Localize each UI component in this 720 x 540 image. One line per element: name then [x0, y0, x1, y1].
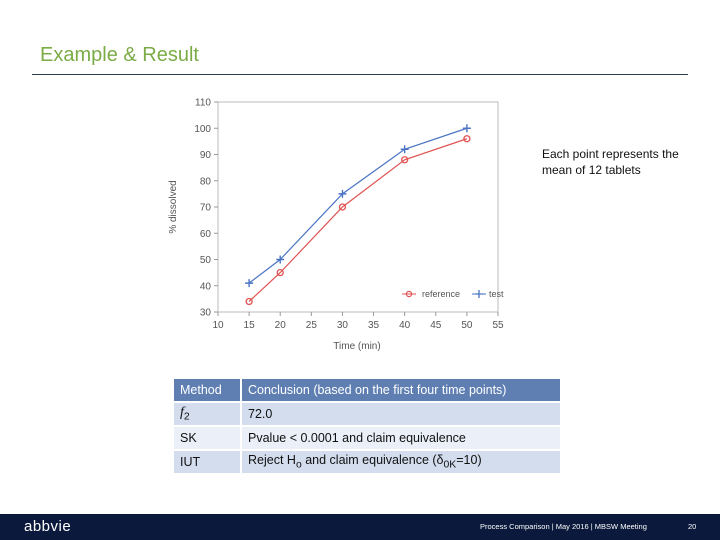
method-cell: IUT	[174, 451, 242, 475]
delta-subscript: 0K	[443, 459, 457, 471]
plot-frame	[218, 102, 498, 312]
conclusion-text-c: =10)	[456, 453, 482, 468]
chart-note: Each point represents the mean of 12 tablets	[542, 147, 679, 177]
y-tick-label: 40	[199, 281, 211, 293]
header-conclusion: Conclusion (based on the first four time points)	[242, 379, 560, 403]
legend-reference-label: reference	[422, 289, 461, 299]
x-tick-label: 55	[492, 320, 504, 331]
y-tick-label: 30	[199, 307, 211, 319]
conclusion-text-b: and claim equivalence (	[301, 453, 437, 468]
conclusion-cell	[242, 451, 560, 475]
table-header-row	[174, 379, 560, 403]
y-tick-label: 50	[199, 255, 211, 266]
abbvie-logo: abbvie	[24, 518, 72, 535]
y-tick-label: 110	[195, 97, 211, 109]
legend-test-marker	[475, 290, 483, 298]
x-axis-label: Time (min)	[333, 341, 381, 352]
y-tick-label: 70	[199, 202, 211, 214]
table-row	[174, 403, 560, 427]
table-row	[174, 427, 560, 451]
method-cell	[174, 403, 242, 427]
conclusion-cell: Pvalue < 0.0001 and claim equivalence	[242, 427, 560, 451]
x-tick-label: 45	[430, 320, 442, 331]
x-tick-label: 20	[274, 320, 286, 331]
conclusion-cell: 72.0	[242, 403, 560, 427]
x-tick-label: 10	[212, 320, 224, 331]
footer-text: Process Comparison | May 2016 | MBSW Meeting	[480, 522, 647, 531]
x-tick-label: 35	[367, 320, 380, 331]
y-tick-label: 60	[199, 228, 211, 240]
series-line-reference	[249, 139, 467, 302]
method-subscript: 2	[183, 411, 190, 423]
y-tick-label: 90	[199, 150, 211, 161]
data-point-test	[401, 145, 409, 153]
table-row	[174, 451, 560, 475]
x-tick-label: 25	[305, 320, 317, 331]
delta-symbol: δ	[436, 453, 444, 468]
x-tick-label: 30	[336, 320, 349, 331]
legend-test-label: test	[489, 289, 504, 299]
dissolution-chart	[160, 90, 510, 360]
y-axis-label: % dissolved	[168, 180, 179, 234]
page-number: 20	[688, 522, 697, 531]
method-cell: SK	[174, 427, 242, 451]
results-table	[174, 379, 560, 475]
x-tick-label: 15	[243, 320, 255, 331]
header-method: Method	[174, 379, 242, 403]
legend	[402, 289, 504, 299]
title-divider	[32, 74, 688, 75]
method-f-symbol: f	[180, 405, 184, 421]
footer-bar	[0, 514, 720, 540]
x-tick-label: 50	[461, 320, 473, 331]
data-point-test	[463, 124, 471, 132]
y-tick-label: 80	[199, 176, 211, 188]
y-tick-label: 100	[194, 123, 211, 135]
slide-title: Example & Result	[40, 44, 199, 66]
conclusion-text-a: Reject H	[248, 453, 296, 468]
h-subscript: o	[295, 459, 302, 471]
x-tick-label: 40	[399, 320, 411, 331]
